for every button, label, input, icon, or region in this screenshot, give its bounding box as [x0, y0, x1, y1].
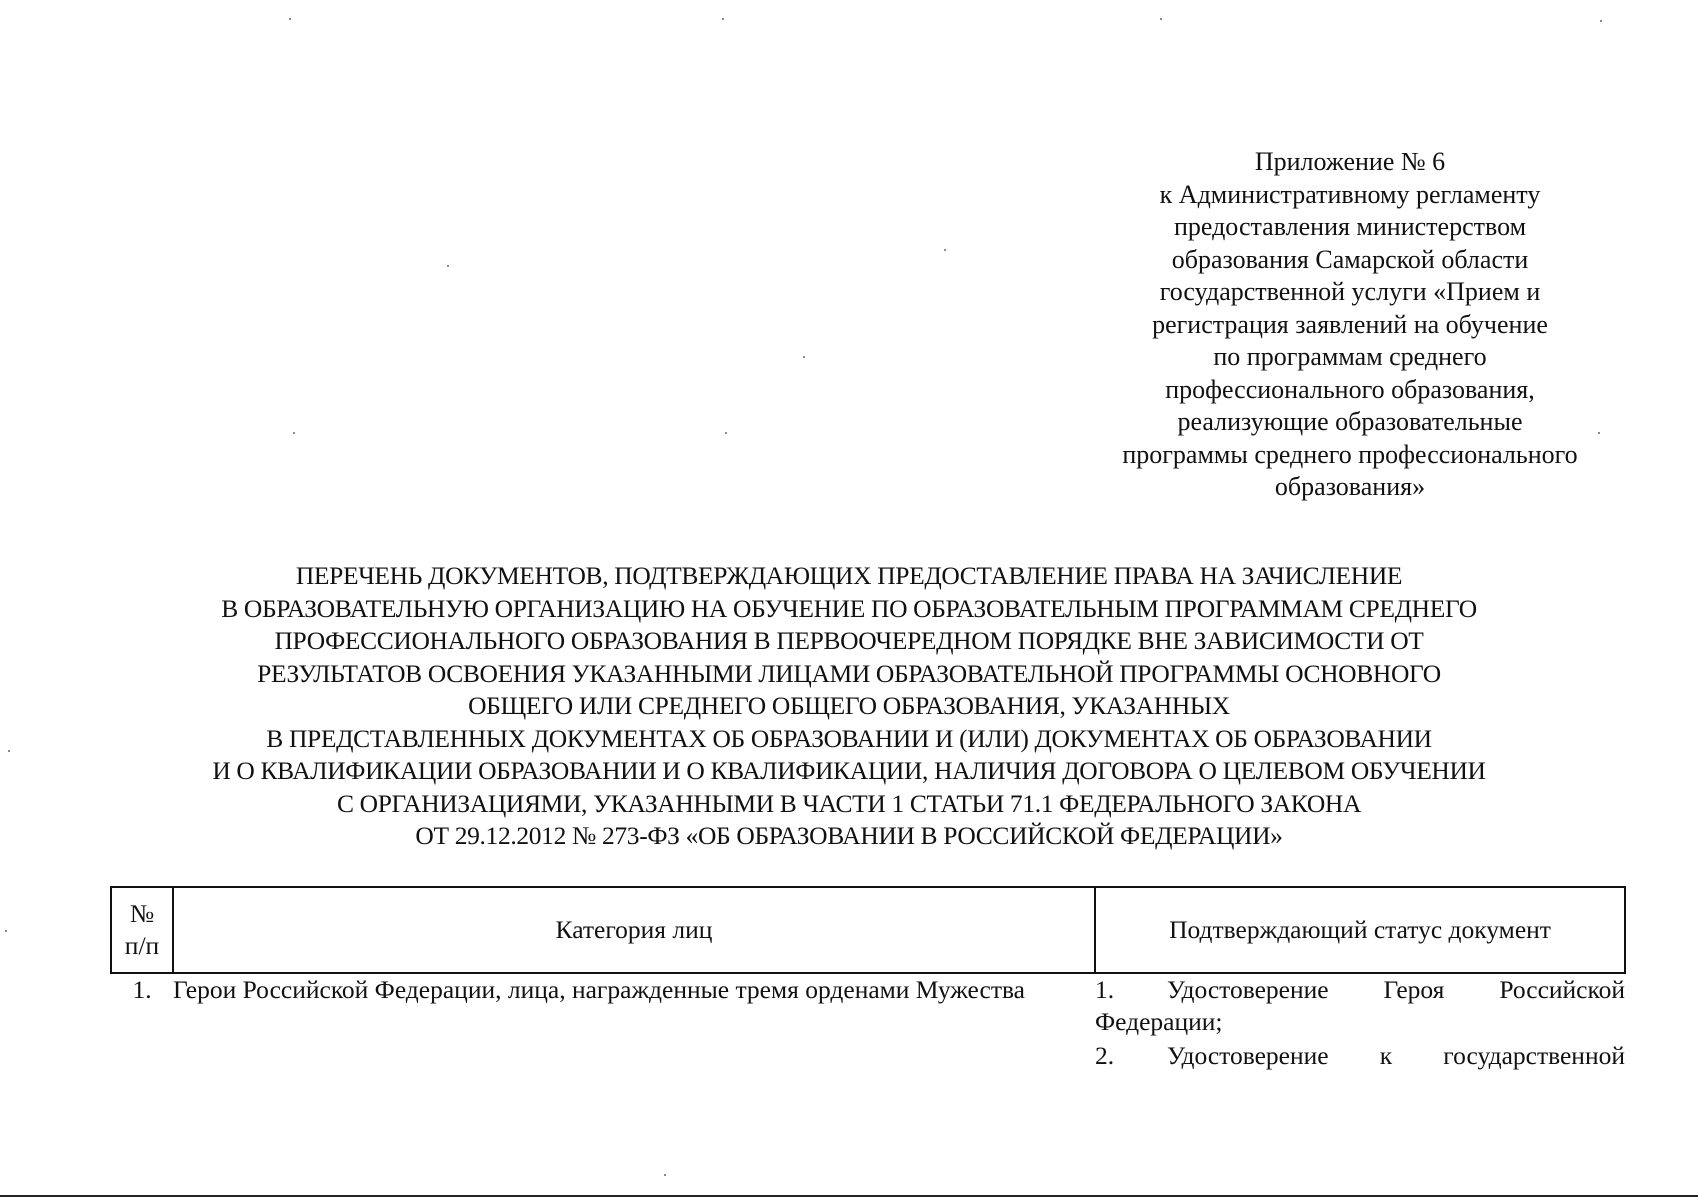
header-number	[111, 887, 173, 973]
document-item-number: 1.	[1095, 975, 1115, 1004]
scan-speck	[289, 18, 291, 20]
table-header-row	[111, 887, 1625, 973]
appendix-line: образования Самарской области	[1171, 244, 1529, 274]
appendix-line: к Административному регламенту	[1159, 179, 1541, 209]
document-item	[1095, 1040, 1625, 1072]
document-title	[60, 560, 1638, 853]
appendix-line: программы среднего профессионального	[1122, 439, 1578, 469]
scan-speck	[447, 265, 449, 267]
scan-speck	[5, 930, 7, 932]
scan-speck	[722, 18, 724, 20]
header-number-abbrev: п/п	[124, 931, 160, 960]
appendix-reference-block	[1090, 146, 1610, 504]
header-document: Подтверждающий статус документ	[1095, 887, 1625, 973]
scan-speck	[803, 356, 805, 358]
title-line: ПРОФЕССИОНАЛЬНОГО ОБРАЗОВАНИЯ В ПЕРВООЧЕРЕДНОМ ПОРЯДКЕ ВНЕ ЗАВИСИМОСТИ ОТ	[274, 626, 1424, 655]
title-line: В ОБРАЗОВАТЕЛЬНУЮ ОРГАНИЗАЦИЮ НА ОБУЧЕНИЕ ПО ОБРАЗОВАТЕЛЬНЫМ ПРОГРАММАМ СРЕДНЕГО	[221, 593, 1477, 623]
title-line: ПЕРЕЧЕНЬ ДОКУМЕНТОВ, ПОДТВЕРЖДАЮЩИХ ПРЕДОСТАВЛЕНИЕ ПРАВА НА ЗАЧИСЛЕНИЕ	[295, 561, 1403, 590]
appendix-line: реализующие образовательные	[1177, 407, 1523, 436]
table-row	[111, 973, 1625, 1072]
scan-speck	[293, 432, 295, 434]
appendix-line: регистрация заявлений на обучение	[1152, 309, 1548, 339]
document-item-text: Удостоверение Героя Российской Федерации;	[1095, 975, 1625, 1036]
page-bottom-edge	[0, 1195, 1698, 1197]
title-line: ОБЩЕГО ИЛИ СРЕДНЕГО ОБЩЕГО ОБРАЗОВАНИЯ, УКАЗАННЫХ	[468, 691, 1230, 720]
document-item	[1095, 974, 1625, 1038]
appendix-line: образования»	[1274, 472, 1426, 501]
title-line: И О КВАЛИФИКАЦИИ ОБРАЗОВАНИИ И О КВАЛИФИКАЦИИ, НАЛИЧИЯ ДОГОВОРА О ЦЕЛЕВОМ ОБУЧЕНИИ	[212, 756, 1486, 785]
title-line: РЕЗУЛЬТАТОВ ОСВОЕНИЯ УКАЗАННЫМИ ЛИЦАМИ ОБРАЗОВАТЕЛЬНОЙ ПРОГРАММЫ ОСНОВНОГО	[257, 658, 1441, 688]
appendix-line: предоставления министерством	[1173, 212, 1527, 241]
header-category: Категория лиц	[173, 887, 1095, 973]
appendix-line: профессионального образования,	[1165, 374, 1535, 404]
document-item-number: 2.	[1095, 1041, 1115, 1070]
scan-speck	[725, 432, 727, 434]
documents-table	[110, 886, 1626, 1072]
scan-speck	[1600, 20, 1602, 22]
scan-speck	[1598, 432, 1600, 434]
scan-speck	[8, 750, 10, 752]
title-line: ОТ 29.12.2012 № 273-ФЗ «ОБ ОБРАЗОВАНИИ В РОССИЙСКОЙ ФЕДЕРАЦИИ»	[415, 821, 1283, 850]
title-line: В ПРЕДСТАВЛЕННЫХ ДОКУМЕНТАХ ОБ ОБРАЗОВАНИИ И (ИЛИ) ДОКУМЕНТАХ ОБ ОБРАЗОВАНИИ	[266, 723, 1432, 753]
row-number: 1.	[132, 975, 152, 1004]
appendix-line: государственной услуги «Прием и	[1159, 277, 1541, 306]
scan-speck	[944, 249, 946, 251]
header-number-symbol: №	[129, 899, 155, 928]
scan-speck	[664, 1174, 666, 1176]
document-item-text: Удостоверение к государственной	[1167, 1041, 1625, 1070]
appendix-line: по программам среднего	[1213, 342, 1487, 371]
scan-speck	[1160, 18, 1162, 20]
title-line: С ОРГАНИЗАЦИЯМИ, УКАЗАННЫМИ В ЧАСТИ 1 СТАТЬИ 71.1 ФЕДЕРАЛЬНОГО ЗАКОНА	[336, 788, 1362, 818]
row-category: Герои Российской Федерации, лица, награжденные тремя орденами Мужества	[173, 975, 1025, 1004]
appendix-line: Приложение № 6	[1254, 147, 1446, 176]
row-documents	[1095, 973, 1625, 1072]
